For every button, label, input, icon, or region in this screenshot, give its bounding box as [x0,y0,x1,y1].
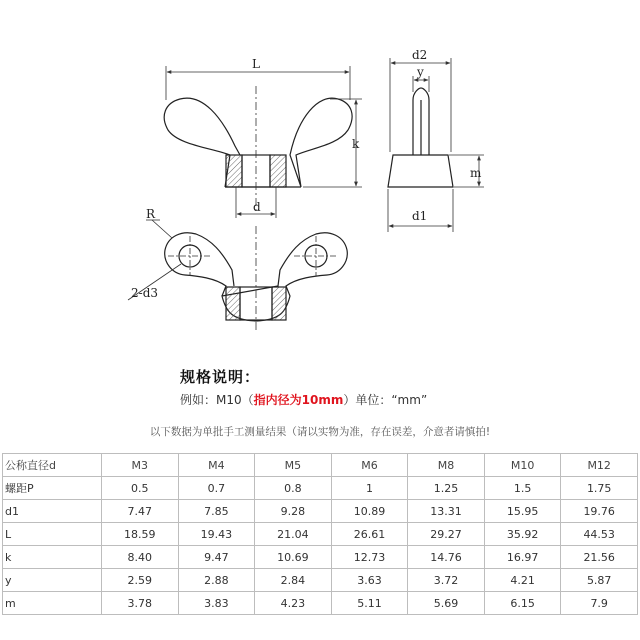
table-row [3,523,638,546]
table-cell: 8.40 [102,546,179,569]
table-cell: 2.88 [178,569,255,592]
label-d1: d1 [412,209,428,223]
side-view [388,88,453,187]
measurement-note: 以下数据为单批手工测量结果（请以实物为准，存在误差，介意者请慎拍! [149,426,491,438]
table-cell: 5.69 [408,592,485,615]
table-header-label: 公称直径d [3,454,102,477]
table-cell: 7.85 [178,500,255,523]
table-cell: 15.95 [484,500,561,523]
side-view-dimensions [388,58,484,232]
size-table [2,453,638,615]
table-row [3,569,638,592]
table-cell: 3.78 [102,592,179,615]
table-cell: 21.56 [561,546,638,569]
table-cell: 9.28 [255,500,332,523]
table-cell: 10.69 [255,546,332,569]
table-header-row [3,454,638,477]
table-row [3,500,638,523]
table-cell: 6.15 [484,592,561,615]
spec-example-prefix: 例如：M10（ [180,393,254,407]
size-header-cell: M4 [178,454,255,477]
table-cell: 29.27 [408,523,485,546]
table-cell: 16.97 [484,546,561,569]
spec-example [180,391,500,408]
table-cell: 26.61 [331,523,408,546]
table-cell: 19.76 [561,500,638,523]
table-cell: 19.43 [178,523,255,546]
table-cell: 35.92 [484,523,561,546]
size-header-cell: M6 [331,454,408,477]
label-y: y [417,65,424,79]
row-label: 螺距P [3,477,102,500]
size-header-cell: M5 [255,454,332,477]
table-cell: 4.21 [484,569,561,592]
table-cell: 44.53 [561,523,638,546]
row-label: y [3,569,102,592]
row-label: d1 [3,500,102,523]
table-cell: 5.87 [561,569,638,592]
table-cell: 0.5 [102,477,179,500]
table-cell: 5.11 [331,592,408,615]
front-view [164,98,352,187]
spec-example-highlight: 指内径为10mm [253,393,344,407]
table-cell: 10.89 [331,500,408,523]
table-cell: 1.75 [561,477,638,500]
table-cell: 2.59 [102,569,179,592]
top-hub-hatch-right [272,287,286,320]
table-cell: 0.7 [178,477,255,500]
size-header-cell: M8 [408,454,485,477]
size-header-cell: M10 [484,454,561,477]
table-cell: 7.47 [102,500,179,523]
spec-example-suffix: ）单位：“mm” [343,393,428,407]
label-R: R [146,207,156,221]
front-hub-hatch-right [270,155,286,187]
table-cell: 3.63 [331,569,408,592]
label-k: k [352,137,360,151]
table-cell: 1 [331,477,408,500]
label-m: m [470,166,482,180]
label-d: d [253,200,261,214]
row-label: m [3,592,102,615]
row-label: L [3,523,102,546]
table-cell: 18.59 [102,523,179,546]
table-cell: 4.23 [255,592,332,615]
label-d2: d2 [412,48,428,62]
table-cell: 9.47 [178,546,255,569]
table-cell: 1.25 [408,477,485,500]
top-hub-hatch-left [226,287,240,320]
front-view-outline [164,98,352,187]
table-cell: 12.73 [331,546,408,569]
table-cell: 7.9 [561,592,638,615]
table-cell: 13.31 [408,500,485,523]
table-row [3,477,638,500]
spec-section [180,366,500,408]
table-cell: 3.72 [408,569,485,592]
label-2-d3: 2-d3 [131,286,159,300]
table-cell: 21.04 [255,523,332,546]
table-row [3,592,638,615]
row-label: k [3,546,102,569]
size-header-cell: M3 [102,454,179,477]
side-view-hub [388,155,453,187]
table-cell: 3.83 [178,592,255,615]
front-hub-hatch-left [226,155,242,187]
size-header-cell: M12 [561,454,638,477]
table-row [3,546,638,569]
table-cell: 14.76 [408,546,485,569]
table-cell: 2.84 [255,569,332,592]
table-cell: 0.8 [255,477,332,500]
spec-title: 规格说明： [180,368,261,386]
label-L: L [252,57,260,71]
table-cell: 1.5 [484,477,561,500]
